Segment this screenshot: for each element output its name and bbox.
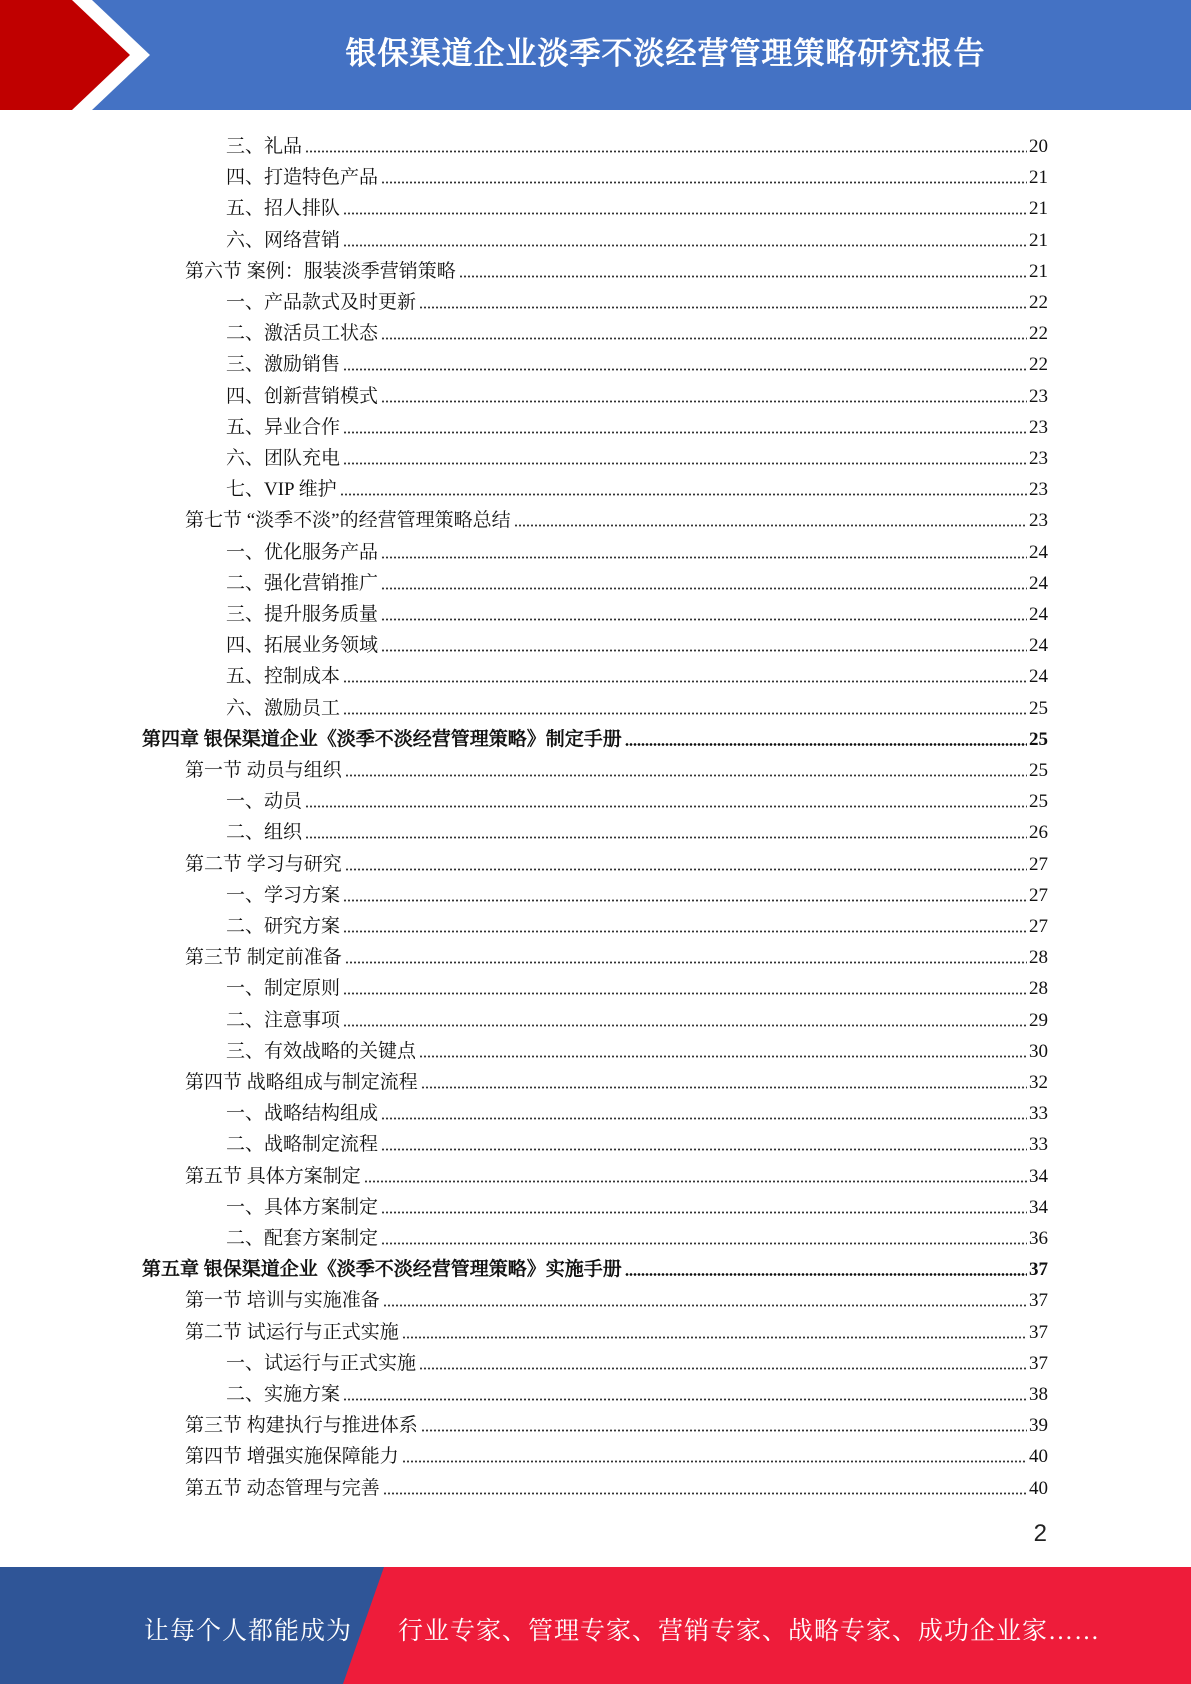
toc-entry-page: 21 — [1029, 167, 1048, 189]
toc-subsection-entry[interactable] — [226, 658, 1048, 689]
toc-section-entry[interactable] — [185, 1158, 1048, 1189]
toc-entry-title: 一、动员 — [226, 791, 303, 813]
toc-entry-page: 36 — [1029, 1228, 1048, 1249]
toc-dot-leader — [381, 1210, 1027, 1215]
toc-entry-title: 二、实施方案 — [226, 1384, 341, 1405]
toc-entry-title: 第一节 动员与组织 — [185, 760, 342, 781]
toc-dot-leader — [381, 336, 1027, 341]
toc-subsection-entry[interactable] — [226, 627, 1048, 658]
toc-entry-page: 20 — [1029, 136, 1048, 157]
toc-entry-page: 28 — [1029, 947, 1048, 969]
toc-entry-title: 第四节 战略组成与制定流程 — [185, 1072, 418, 1093]
toc-entry-page: 37 — [1029, 1321, 1048, 1343]
toc-entry-page: 23 — [1029, 479, 1048, 501]
toc-entry-title: 一、产品款式及时更新 — [226, 292, 417, 313]
toc-entry-title: 三、有效战略的关键点 — [226, 1040, 417, 1062]
page-number: 2 — [1033, 1520, 1047, 1547]
toc-entry-page: 24 — [1029, 541, 1048, 563]
toc-entry-page: 23 — [1029, 510, 1048, 532]
toc-dot-leader — [343, 711, 1027, 716]
toc-subsection-entry[interactable] — [226, 159, 1048, 190]
toc-entry-page: 24 — [1029, 635, 1048, 657]
toc-entry-page: 34 — [1029, 1196, 1048, 1218]
toc-dot-leader — [419, 1054, 1027, 1059]
toc-entry-page: 24 — [1029, 604, 1048, 625]
toc-subsection-entry[interactable] — [226, 128, 1048, 159]
toc-section-entry[interactable] — [185, 1282, 1048, 1313]
toc-dot-leader — [381, 180, 1027, 185]
toc-dot-leader — [345, 867, 1027, 872]
document-title: 银保渠道企业淡季不淡经营管理策略研究报告 — [345, 36, 986, 72]
toc-dot-leader — [343, 1023, 1027, 1028]
toc-entry-title: 第二节 试运行与正式实施 — [185, 1321, 399, 1343]
toc-dot-leader — [340, 492, 1027, 497]
toc-dot-leader — [402, 1335, 1027, 1340]
toc-entry-title: 三、提升服务质量 — [226, 604, 379, 625]
toc-dot-leader — [305, 149, 1027, 154]
toc-entry-title: 一、制定原则 — [226, 978, 341, 1000]
toc-entry-title: 一、试运行与正式实施 — [226, 1352, 417, 1374]
toc-dot-leader — [343, 367, 1027, 372]
toc-entry-page: 22 — [1029, 292, 1048, 313]
toc-entry-title: 三、礼品 — [226, 136, 303, 157]
footer-slogan: 让每个人都能成为 — [144, 1618, 353, 1645]
toc-dot-leader — [343, 1397, 1027, 1402]
toc-subsection-entry[interactable] — [226, 534, 1048, 565]
toc-entry-title: 第五节 具体方案制定 — [185, 1165, 361, 1187]
toc-entry-page: 33 — [1029, 1103, 1048, 1125]
toc-entry-page: 38 — [1029, 1384, 1048, 1405]
toc-section-entry[interactable] — [185, 1470, 1048, 1501]
toc-entry-page: 25 — [1029, 728, 1048, 750]
toc-entry-title: 二、配套方案制定 — [226, 1228, 379, 1249]
toc-entry-page: 21 — [1029, 260, 1048, 282]
toc-section-entry[interactable] — [185, 1314, 1048, 1345]
toc-subsection-entry[interactable] — [226, 471, 1048, 502]
toc-entry-title: 四、创新营销模式 — [226, 385, 379, 407]
toc-entry-title: 第三节 制定前准备 — [185, 947, 342, 969]
toc-entry-page: 28 — [1029, 978, 1048, 1000]
toc-subsection-entry[interactable] — [226, 190, 1048, 221]
toc-entry-title: 第四章 银保渠道企业《淡季不淡经营管理策略》制定手册 — [142, 728, 622, 750]
toc-subsection-entry[interactable] — [226, 596, 1048, 627]
toc-entry-page: 39 — [1029, 1415, 1048, 1437]
toc-entry-title: 第五节 动态管理与完善 — [185, 1477, 380, 1499]
toc-entry-title: 五、异业合作 — [226, 416, 341, 438]
toc-dot-leader — [345, 960, 1027, 965]
toc-chapter-entry[interactable] — [142, 1251, 1048, 1282]
toc-dot-leader — [343, 243, 1027, 248]
toc-subsection-entry[interactable] — [226, 346, 1048, 377]
toc-dot-leader — [514, 523, 1027, 528]
toc-dot-leader — [305, 835, 1027, 840]
toc-dot-leader — [421, 1428, 1027, 1433]
toc-entry-page: 32 — [1029, 1072, 1048, 1093]
toc-entry-title: 四、拓展业务领域 — [226, 635, 379, 657]
toc-entry-title: 二、注意事项 — [226, 1009, 341, 1031]
toc-entry-page: 37 — [1029, 1352, 1048, 1374]
toc-subsection-entry[interactable] — [226, 1376, 1048, 1407]
toc-entry-title: 一、战略结构组成 — [226, 1103, 379, 1125]
toc-entry-page: 23 — [1029, 385, 1048, 407]
toc-dot-leader — [383, 1303, 1027, 1308]
toc-subsection-entry[interactable] — [226, 409, 1048, 440]
toc-section-entry[interactable] — [185, 1407, 1048, 1438]
toc-subsection-entry[interactable] — [226, 565, 1048, 596]
toc-subsection-entry[interactable] — [226, 1002, 1048, 1033]
toc-entry-title: 二、激活员工状态 — [226, 323, 379, 345]
toc-subsection-entry[interactable] — [226, 814, 1048, 845]
toc-entry-page: 23 — [1029, 416, 1048, 438]
toc-entry-title: 二、研究方案 — [226, 916, 341, 937]
toc-subsection-entry[interactable] — [226, 970, 1048, 1001]
toc-section-entry[interactable] — [185, 253, 1048, 284]
toc-subsection-entry[interactable] — [226, 783, 1048, 814]
toc-dot-leader — [381, 648, 1027, 653]
toc-subsection-entry[interactable] — [226, 690, 1048, 721]
toc-entry-page: 22 — [1029, 354, 1048, 376]
toc-dot-leader — [625, 742, 1027, 747]
toc-entry-page: 21 — [1029, 198, 1048, 220]
toc-entry-title: 三、激励销售 — [226, 354, 341, 376]
toc-subsection-entry[interactable] — [226, 378, 1048, 409]
toc-entry-page: 33 — [1029, 1134, 1048, 1156]
toc-section-entry[interactable] — [185, 1064, 1048, 1095]
toc-entry-page: 40 — [1029, 1477, 1048, 1499]
toc-subsection-entry[interactable] — [226, 1189, 1048, 1220]
toc-entry-page: 27 — [1029, 916, 1048, 937]
toc-entry-title: 一、优化服务产品 — [226, 541, 379, 563]
toc-dot-leader — [421, 1085, 1027, 1090]
toc-dot-leader — [402, 1459, 1027, 1464]
toc-dot-leader — [381, 1116, 1027, 1121]
toc-subsection-entry[interactable] — [226, 1095, 1048, 1126]
toc-subsection-entry[interactable] — [226, 1220, 1048, 1251]
toc-dot-leader — [383, 1491, 1027, 1496]
header-band — [0, 0, 1191, 110]
footer-band — [0, 1567, 1191, 1684]
toc-entry-title: 二、强化营销推广 — [226, 572, 379, 594]
toc-dot-leader — [419, 305, 1027, 310]
toc-entry-page: 25 — [1029, 791, 1048, 813]
toc-entry-title: 四、打造特色产品 — [226, 167, 379, 189]
toc-dot-leader — [381, 586, 1027, 591]
toc-subsection-entry[interactable] — [226, 877, 1048, 908]
toc-subsection-entry[interactable] — [226, 1033, 1048, 1064]
toc-entry-title: 六、网络营销 — [226, 229, 341, 251]
toc-dot-leader — [343, 430, 1027, 435]
toc-entry-title: 第二节 学习与研究 — [185, 853, 342, 875]
toc-dot-leader — [381, 1241, 1027, 1246]
toc-dot-leader — [343, 991, 1027, 996]
toc-entry-page: 40 — [1029, 1446, 1048, 1468]
toc-entry-title: 五、招人排队 — [226, 198, 341, 220]
toc-subsection-entry[interactable] — [226, 222, 1048, 253]
toc-entry-title: 第五章 银保渠道企业《淡季不淡经营管理策略》实施手册 — [142, 1259, 622, 1281]
toc-dot-leader — [381, 555, 1027, 560]
toc-entry-page: 24 — [1029, 666, 1048, 688]
toc-dot-leader — [343, 461, 1027, 466]
toc-subsection-entry[interactable] — [226, 1345, 1048, 1376]
toc-entry-page: 21 — [1029, 229, 1048, 251]
toc-entry-page: 29 — [1029, 1009, 1048, 1031]
toc-dot-leader — [625, 1272, 1027, 1277]
toc-entry-title: 六、激励员工 — [226, 697, 341, 719]
toc-entry-page: 25 — [1029, 760, 1048, 781]
toc-dot-leader — [343, 679, 1027, 684]
toc-subsection-entry[interactable] — [226, 440, 1048, 471]
toc-entry-page: 23 — [1029, 448, 1048, 469]
header-arrow-decoration — [0, 0, 160, 110]
toc-dot-leader — [343, 898, 1027, 903]
toc-entry-page: 37 — [1029, 1259, 1048, 1281]
toc-entry-title: 二、战略制定流程 — [226, 1134, 379, 1156]
toc-entry-title: 二、组织 — [226, 822, 303, 844]
toc-section-entry[interactable] — [185, 502, 1048, 533]
toc-chapter-entry[interactable] — [142, 721, 1048, 752]
toc-dot-leader — [459, 274, 1027, 279]
toc-dot-leader — [381, 1147, 1027, 1152]
toc-entry-title: 第六节 案例：服装淡季营销策略 — [185, 260, 456, 282]
toc-entry-title: 一、具体方案制定 — [226, 1196, 379, 1218]
toc-subsection-entry[interactable] — [226, 908, 1048, 939]
toc-dot-leader — [419, 1366, 1027, 1371]
toc-dot-leader — [364, 1179, 1027, 1184]
toc-dot-leader — [343, 929, 1027, 934]
toc-section-entry[interactable] — [185, 1438, 1048, 1469]
toc-entry-page: 30 — [1029, 1040, 1048, 1062]
toc-entry-title: 第三节 构建执行与推进体系 — [185, 1415, 418, 1437]
toc-entry-page: 34 — [1029, 1165, 1048, 1187]
toc-entry-title: 六、团队充电 — [226, 448, 341, 469]
toc-dot-leader — [305, 804, 1027, 809]
toc-section-entry[interactable] — [185, 939, 1048, 970]
toc-entry-page: 24 — [1029, 572, 1048, 594]
toc-entry-title: 第四节 增强实施保障能力 — [185, 1446, 399, 1468]
toc-entry-title: 第七节 “淡季不淡”的经营管理策略总结 — [185, 510, 511, 532]
toc-entry-page: 37 — [1029, 1290, 1048, 1312]
toc-dot-leader — [381, 399, 1027, 404]
toc-entry-title: 一、学习方案 — [226, 884, 341, 906]
toc-entry-page: 26 — [1029, 822, 1048, 844]
toc-entry-page: 27 — [1029, 884, 1048, 906]
footer-expert-list: 行业专家、管理专家、营销专家、战略专家、成功企业家…… — [398, 1618, 1101, 1645]
toc-entry-title: 第一节 培训与实施准备 — [185, 1290, 380, 1312]
toc-section-entry[interactable] — [185, 752, 1048, 783]
toc-dot-leader — [345, 773, 1027, 778]
toc-entry-page: 22 — [1029, 323, 1048, 345]
toc-dot-leader — [343, 211, 1027, 216]
toc-section-entry[interactable] — [185, 846, 1048, 877]
toc-subsection-entry[interactable] — [226, 315, 1048, 346]
toc-subsection-entry[interactable] — [226, 1126, 1048, 1157]
toc-entry-page: 25 — [1029, 697, 1048, 719]
toc-dot-leader — [381, 617, 1027, 622]
toc-subsection-entry[interactable] — [226, 284, 1048, 315]
toc-entry-page: 27 — [1029, 853, 1048, 875]
toc-entry-title: 五、控制成本 — [226, 666, 341, 688]
toc-entry-title: 七、VIP 维护 — [226, 479, 337, 501]
